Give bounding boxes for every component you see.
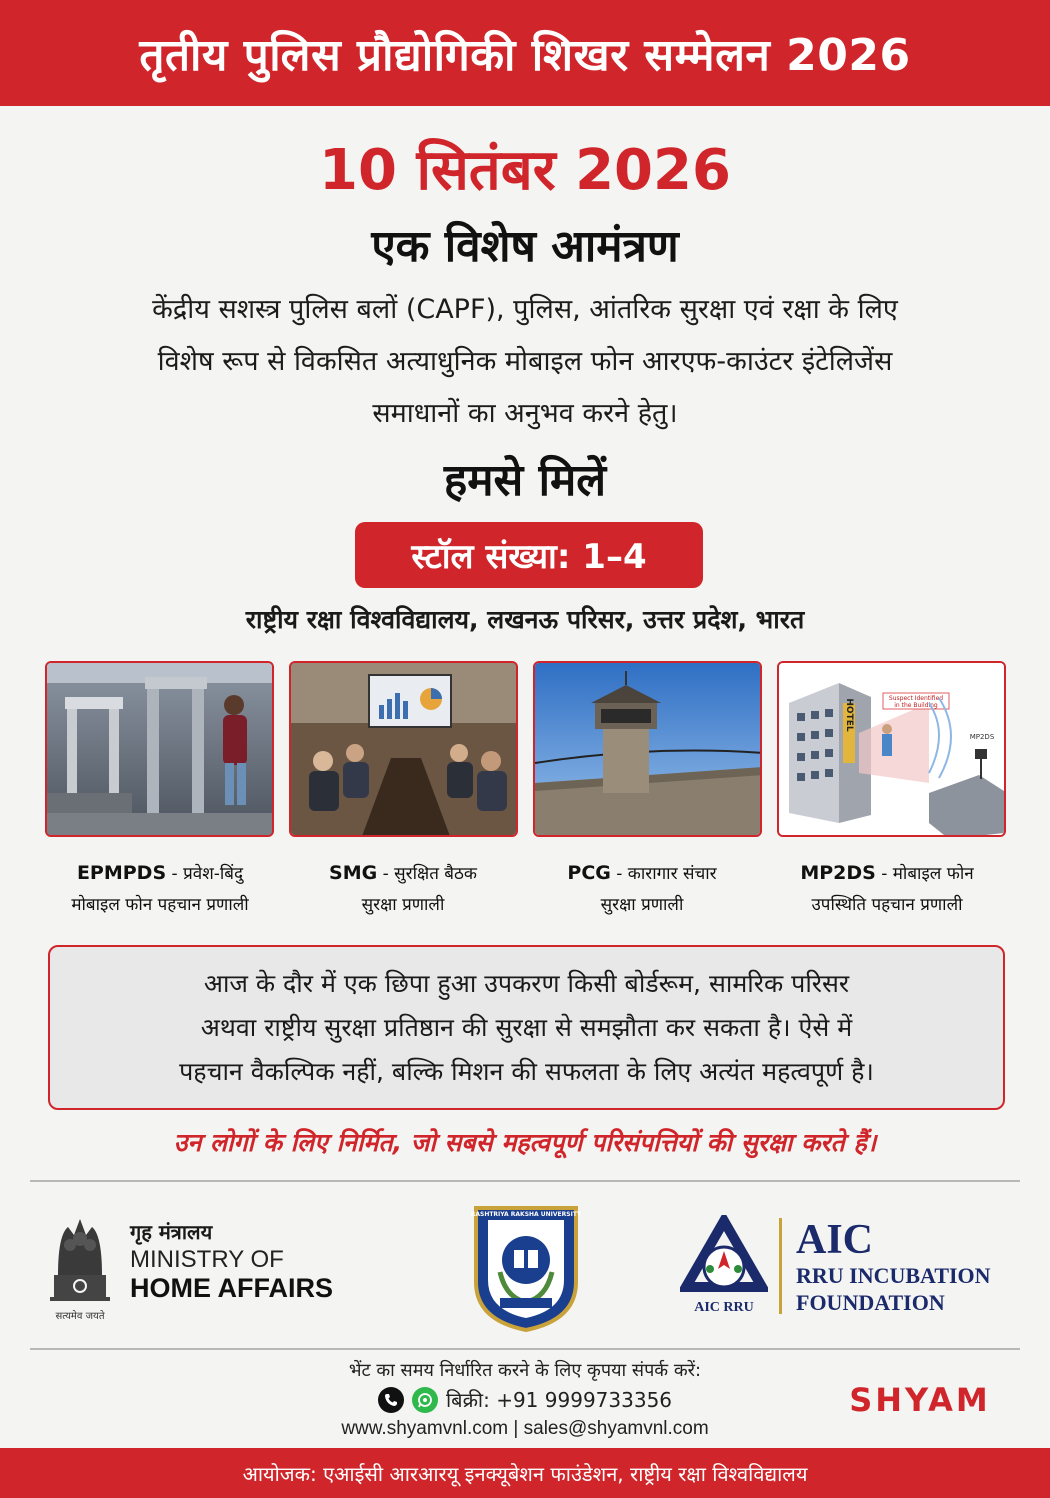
mha-line1: MINISTRY OF — [130, 1246, 284, 1273]
organizer-banner — [0, 1448, 1050, 1498]
divider — [30, 1180, 1020, 1182]
mha-hindi: गृह मंत्रालय — [130, 1220, 213, 1244]
stall-badge — [355, 522, 703, 588]
intro-line: केंद्रीय सशस्त्र पुलिस बलों (CAPF), पुलिस, आंतरिक सुरक्षा एवं रक्षा के लिए — [152, 294, 898, 325]
organizer-text: आयोजक: एआईसी आरआरयू इनक्यूबेशन फाउंडेशन, राष्ट्रीय रक्षा विश्वविद्यालय — [242, 1461, 808, 1486]
product-image-epmpds — [45, 661, 274, 837]
product-code: EPMPDS — [76, 862, 167, 884]
product-desc: - सुरक्षित बैठक — [377, 864, 477, 884]
product-image-pcg — [533, 661, 762, 837]
intro-paragraph — [70, 284, 980, 440]
tagline: उन लोगों के लिए निर्मित, जो सबसे महत्वपूर्ण परिसंपत्तियों की सुरक्षा करते हैं। — [173, 1128, 877, 1157]
hotel-detection-illustration — [779, 663, 1006, 837]
meet-us-heading: हमसे मिलें — [443, 455, 607, 506]
boardroom-illustration — [291, 663, 518, 837]
metal-detector-illustration — [47, 663, 274, 837]
phone-icon — [378, 1387, 404, 1413]
mha-logo-text — [130, 1218, 333, 1302]
aic-text-block — [796, 1218, 991, 1316]
venue-text: राष्ट्रीय रक्षा विश्वविद्यालय, लखनऊ परिसर, उत्तर प्रदेश, भारत — [245, 605, 805, 634]
seal-text: RASHTRIYA RAKSHA UNIVERSITY — [470, 1211, 582, 1218]
product-image-mp2ds — [777, 661, 1006, 837]
product-label-smg — [278, 858, 528, 921]
aic-divider — [779, 1218, 782, 1314]
contact-web[interactable]: www.shyamvnl.com | sales@shyamvnl.com — [341, 1418, 709, 1439]
divider — [30, 1348, 1020, 1350]
event-title-banner — [0, 0, 1050, 106]
event-date: 10 सितंबर 2026 — [319, 138, 731, 203]
whatsapp-icon — [412, 1387, 438, 1413]
suspect-label-line1: Suspect Identified — [888, 695, 944, 702]
product-code: PCG — [567, 862, 611, 884]
notice-line: आज के दौर में एक छिपा हुआ उपकरण किसी बोर्डरूम, सामरिक परिसर — [203, 968, 850, 998]
product-desc-line2: सुरक्षा प्रणाली — [361, 895, 445, 915]
mha-line2: HOME AFFAIRS — [130, 1273, 334, 1303]
device-label: MP2DS — [969, 733, 995, 741]
product-desc-line2: उपस्थिति पहचान प्रणाली — [811, 895, 963, 915]
product-desc-line2: मोबाइल फोन पहचान प्रणाली — [71, 895, 249, 915]
contact-prompt: भेंट का समय निर्धारित करने के लिए कृपया संपर्क करें: — [348, 1360, 702, 1381]
product-desc-line2: सुरक्षा प्रणाली — [600, 895, 684, 915]
prison-tower-illustration — [535, 663, 762, 837]
event-title: तृतीय पुलिस प्रौद्योगिकी शिखर सम्मेलन 2026 — [139, 30, 911, 81]
product-label-epmpds — [35, 858, 285, 921]
product-image-smg — [289, 661, 518, 837]
product-label-pcg — [517, 858, 767, 921]
invitation-heading: एक विशेष आमंत्रण — [371, 221, 679, 272]
aic-line2: FOUNDATION — [796, 1290, 945, 1315]
notice-line: पहचान वैकल्पिक नहीं, बल्कि मिशन की सफलता के लिए अत्यंत महत्वपूर्ण है। — [179, 1056, 874, 1086]
product-code: SMG — [329, 862, 378, 884]
suspect-label-line2: in the Building — [894, 702, 938, 709]
product-desc: - प्रवेश-बिंदु — [166, 864, 244, 884]
sales-phone[interactable]: बिक्री: +91 9999733356 — [445, 1388, 673, 1412]
ashoka-emblem — [40, 1205, 120, 1325]
shyam-logo: SHYAM — [849, 1381, 991, 1419]
notice-line: अथवा राष्ट्रीय सुरक्षा प्रतिष्ठान की सुरक्षा से समझौता कर सकता है। ऐसे में — [200, 1012, 853, 1042]
stall-number: स्टॉल संख्या: 1–4 — [411, 537, 647, 577]
aic-logo — [680, 1215, 768, 1325]
product-desc: - मोबाइल फोन — [875, 864, 974, 884]
product-desc: - कारागार संचार — [610, 864, 717, 884]
product-code: MP2DS — [800, 862, 876, 884]
rru-seal — [466, 1202, 586, 1332]
aic-title: AIC — [796, 1217, 874, 1263]
product-label-mp2ds — [762, 858, 1012, 921]
aic-line1: RRU INCUBATION — [796, 1263, 991, 1288]
intro-line: विशेष रूप से विकसित अत्याधुनिक मोबाइल फोन आरएफ-काउंटर इंटेलिजेंस — [157, 346, 893, 377]
notice-box — [48, 945, 1005, 1110]
intro-line: समाधानों का अनुभव करने हेतु। — [372, 398, 678, 429]
emblem-motto: सत्यमेव जयते — [55, 1311, 105, 1322]
aic-logo-caption: AIC RRU — [694, 1300, 754, 1315]
hotel-sign-text: HOTEL — [844, 698, 854, 732]
